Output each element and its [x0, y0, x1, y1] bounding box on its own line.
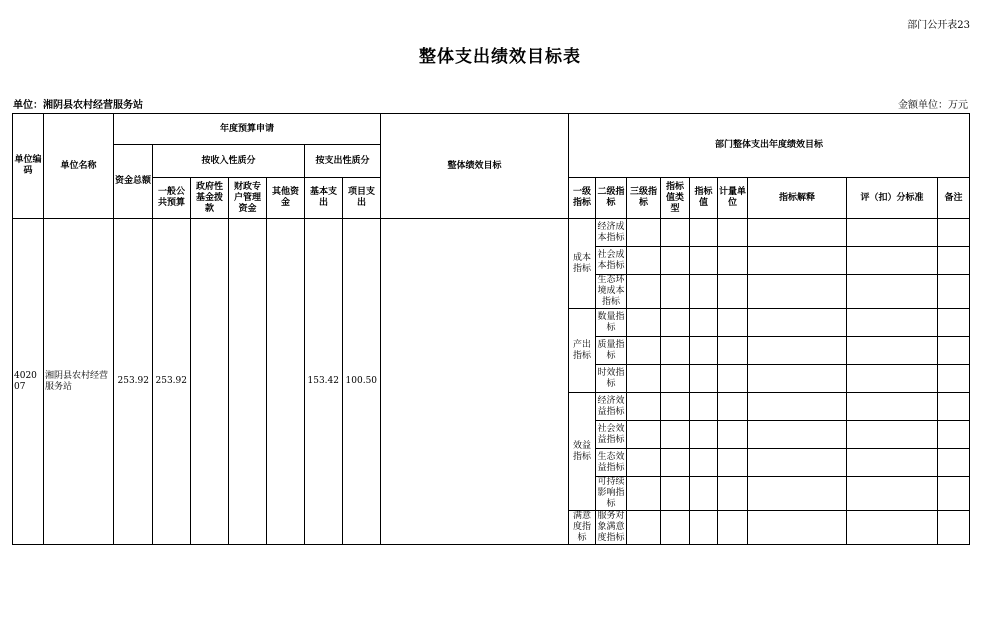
- level1-cost: 成本指标: [569, 219, 596, 309]
- row-gov-fund: [191, 219, 229, 545]
- header-explanation: 指标解释: [748, 178, 847, 219]
- header-value-type: 指标值类型: [661, 178, 690, 219]
- row-special: [229, 219, 267, 545]
- level1-satisfaction: 满意度指标: [569, 511, 596, 545]
- performance-table: [12, 113, 970, 545]
- page-title: 整体支出绩效目标表: [419, 47, 581, 67]
- level2-benefit-eco: 生态效益指标: [596, 449, 627, 477]
- header-level3: 三级指标: [627, 178, 661, 219]
- row-overall-goal: [381, 219, 569, 545]
- header-unit-name: 单位名称: [44, 114, 114, 219]
- level2-output-quantity: 数量指标: [596, 309, 627, 337]
- header-general-budget: 一般公共预算: [153, 178, 191, 219]
- header-overall-goal: 整体绩效目标: [381, 114, 569, 219]
- level2-cost-social: 社会成本指标: [596, 247, 627, 275]
- row-unit-name: 湘阴县农村经营服务站: [44, 219, 114, 545]
- header-measure-unit: 计量单位: [718, 178, 748, 219]
- level2-benefit-economic: 经济效益指标: [596, 393, 627, 421]
- level2-cost-eco: 生态环境成本指标: [597, 275, 625, 307]
- amount-unit-label: 金额单位：万元: [898, 100, 968, 111]
- header-scoring: 评（扣）分标准: [847, 178, 938, 219]
- header-dept-goal: 部门整体支出年度绩效目标: [569, 114, 970, 178]
- level2-benefit-sustain: 可持续影响指标: [597, 477, 625, 509]
- header-value: 指标值: [690, 178, 718, 219]
- row-unit-code: 402007: [13, 219, 44, 545]
- row-other: [267, 219, 305, 545]
- header-by-expense: 按支出性质分: [305, 145, 381, 178]
- header-level2: 二级指标: [596, 178, 627, 219]
- header-project-expense: 项目支出: [343, 178, 381, 219]
- row-total: 253.92: [114, 219, 153, 545]
- header-by-income: 按收入性质分: [153, 145, 305, 178]
- header-annual-budget: 年度预算申请: [114, 114, 381, 145]
- level1-benefit: 效益指标: [569, 393, 596, 511]
- header-unit-code: 单位编码: [13, 114, 44, 219]
- header-level1: 一级指标: [569, 178, 596, 219]
- header-gov-fund: 政府性基金拨款: [191, 178, 229, 219]
- header-other-fund: 其他资金: [267, 178, 305, 219]
- unit-label: 单位：湘阴县农村经营服务站: [13, 100, 143, 111]
- row-general: 253.92: [153, 219, 191, 545]
- level2-output-time: 时效指标: [596, 365, 627, 393]
- level2-satisfaction: 服务对象满意度指标: [597, 511, 625, 543]
- row-basic: 153.42: [305, 219, 343, 545]
- header-total-funds: 资金总额: [114, 145, 153, 219]
- level1-output: 产出指标: [569, 309, 596, 393]
- header-basic-expense: 基本支出: [305, 178, 343, 219]
- level2-benefit-social: 社会效益指标: [596, 421, 627, 449]
- page-tag: 部门公开表23: [907, 20, 970, 31]
- header-remark: 备注: [938, 178, 970, 219]
- row-project: 100.50: [343, 219, 381, 545]
- level2-output-quality: 质量指标: [596, 337, 627, 365]
- header-special-fund: 财政专户管理资金: [229, 178, 267, 219]
- level2-cost-economic: 经济成本指标: [596, 219, 627, 247]
